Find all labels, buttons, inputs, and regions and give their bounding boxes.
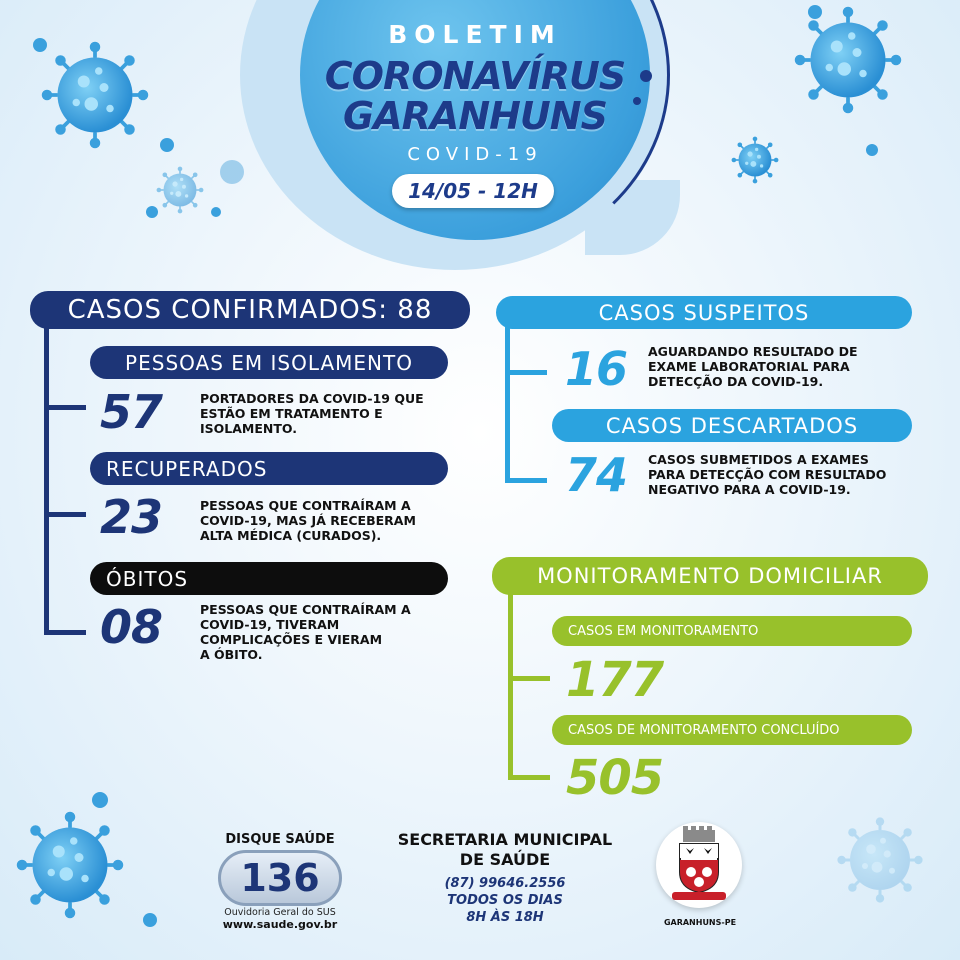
secretaria-phone: (87) 99646.2556 bbox=[444, 876, 566, 891]
deaths-desc: A ÓBITO. bbox=[200, 647, 263, 662]
isolation-value: 57 bbox=[100, 385, 163, 439]
recovered-desc: PESSOAS QUE CONTRAÍRAM A bbox=[200, 498, 411, 513]
suspected-desc: EXAME LABORATORIAL PARA bbox=[648, 359, 850, 374]
suspected-connector-line bbox=[505, 325, 510, 482]
deaths-value: 08 bbox=[100, 600, 163, 654]
virus-icon bbox=[157, 167, 204, 214]
header-title-line2: GARANHUNS bbox=[343, 94, 607, 138]
virus-icon bbox=[17, 812, 124, 919]
monitoring-in-progress-value: 177 bbox=[566, 652, 664, 708]
monitoring-connector-line bbox=[508, 590, 513, 780]
discarded-desc: PARA DETECÇÃO COM RESULTADO bbox=[648, 467, 887, 482]
confirmed-cases-title: CASOS CONFIRMADOS: 88 bbox=[30, 291, 470, 329]
coat-of-arms-icon bbox=[656, 822, 742, 908]
isolation-label: PESSOAS EM ISOLAMENTO bbox=[90, 346, 448, 379]
secretaria-title: DE SAÚDE bbox=[459, 850, 551, 869]
header-title-line1: CORONAVÍRUS bbox=[324, 54, 626, 98]
connector-line bbox=[44, 512, 86, 517]
suspected-value: 16 bbox=[565, 342, 628, 396]
isolation-desc: ESTÃO EM TRATAMENTO E bbox=[200, 406, 383, 421]
discarded-desc: NEGATIVO PARA A COVID-19. bbox=[648, 482, 851, 497]
connector-line bbox=[44, 630, 86, 635]
monitoring-in-progress-label: CASOS EM MONITORAMENTO bbox=[552, 616, 912, 646]
connector-line bbox=[508, 775, 550, 780]
isolation-desc: ISOLAMENTO. bbox=[200, 421, 297, 436]
deaths-desc: PESSOAS QUE CONTRAÍRAM A bbox=[200, 602, 411, 617]
discarded-desc: CASOS SUBMETIDOS A EXAMES bbox=[648, 452, 869, 467]
city-name: GARANHUNS-PE bbox=[663, 918, 737, 927]
virus-icon bbox=[795, 7, 902, 114]
ouvidoria-text: Ouvidoria Geral do SUS bbox=[224, 907, 336, 918]
recovered-label: RECUPERADOS bbox=[90, 452, 448, 485]
disque-saude-title: DISQUE SAÚDE bbox=[225, 832, 335, 847]
secretaria-days: TODOS OS DIAS bbox=[447, 893, 563, 908]
discarded-value: 74 bbox=[565, 448, 628, 502]
suspected-desc: AGUARDANDO RESULTADO DE bbox=[648, 344, 858, 359]
city-seal bbox=[656, 822, 742, 908]
header-date: 14/05 - 12H bbox=[392, 174, 554, 208]
monitoring-title: MONITORAMENTO DOMICILIAR bbox=[492, 557, 928, 595]
monitoring-concluded-label: CASOS DE MONITORAMENTO CONCLUÍDO bbox=[552, 715, 912, 745]
disque-saude-badge bbox=[218, 850, 342, 906]
disque-saude-number: 136 bbox=[240, 856, 320, 900]
secretaria-title: SECRETARIA MUNICIPAL bbox=[397, 830, 613, 849]
deaths-desc: COVID-19, TIVERAM bbox=[200, 617, 340, 632]
recovered-desc: ALTA MÉDICA (CURADOS). bbox=[200, 528, 382, 543]
virus-icon bbox=[732, 137, 779, 184]
connector-line bbox=[508, 676, 550, 681]
confirmed-connector-line bbox=[44, 325, 49, 635]
recovered-value: 23 bbox=[100, 490, 163, 544]
suspected-desc: DETECÇÃO DA COVID-19. bbox=[648, 374, 824, 389]
monitoring-concluded-value: 505 bbox=[566, 750, 664, 806]
deaths-label: ÓBITOS bbox=[90, 562, 448, 595]
connector-line bbox=[505, 478, 547, 483]
saude-site-link[interactable]: www.saude.gov.br bbox=[222, 918, 338, 931]
virus-icon bbox=[837, 817, 922, 902]
header-subtitle: COVID-19 bbox=[407, 144, 543, 165]
connector-line bbox=[505, 370, 547, 375]
discarded-title: CASOS DESCARTADOS bbox=[552, 409, 912, 442]
deaths-desc: COMPLICAÇÕES E VIERAM bbox=[200, 632, 383, 647]
recovered-desc: COVID-19, MAS JÁ RECEBERAM bbox=[200, 513, 416, 528]
isolation-desc: PORTADORES DA COVID-19 QUE bbox=[200, 391, 424, 406]
virus-icon bbox=[42, 42, 149, 149]
connector-line bbox=[44, 405, 86, 410]
header-boletim: BOLETIM bbox=[388, 20, 562, 49]
suspected-title: CASOS SUSPEITOS bbox=[496, 296, 912, 329]
secretaria-hours: 8H ÀS 18H bbox=[466, 910, 544, 925]
